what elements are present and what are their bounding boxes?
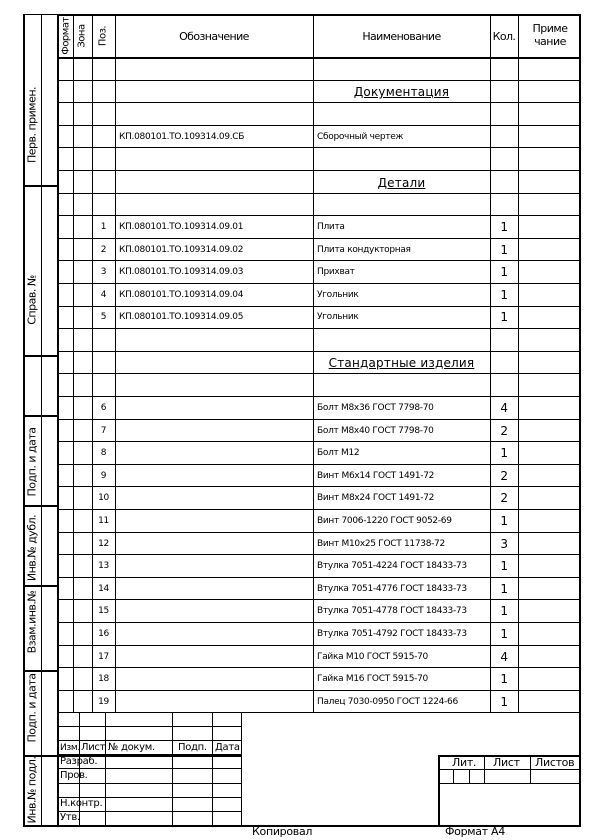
row-qty: 1 <box>500 514 508 528</box>
grid-line <box>23 670 57 672</box>
doc-name: Сборочный чертеж <box>317 132 404 142</box>
row-designation: КП.080101.ТО.109314.09.04 <box>119 290 244 300</box>
grid-line <box>57 147 581 148</box>
row-qty: 2 <box>500 424 508 438</box>
side-label-reference-no: Справ. № <box>25 275 39 325</box>
row-qty: 1 <box>500 695 508 709</box>
grid-line <box>23 14 57 15</box>
header-pos: Поз. <box>97 25 109 47</box>
row-qty: 1 <box>500 446 508 460</box>
row-qty: 1 <box>500 220 508 234</box>
grid-line <box>57 554 581 555</box>
row-name: Болт М8х40 ГОСТ 7798-70 <box>317 426 434 436</box>
grid-line <box>57 238 581 239</box>
grid-line <box>41 14 42 826</box>
row-pos: 19 <box>98 697 109 707</box>
row-name: Винт 7006-1220 ГОСТ 9052-69 <box>317 516 452 526</box>
tb-developed: Разраб. <box>60 756 98 767</box>
side-label-sign-date-2: Подп. и дата <box>25 673 39 743</box>
row-qty: 1 <box>500 265 508 279</box>
row-name: Угольник <box>317 290 359 300</box>
row-designation: КП.080101.ТО.109314.09.03 <box>119 267 244 277</box>
row-name: Палец 7030-0950 ГОСТ 1224-66 <box>317 697 458 707</box>
row-pos: 10 <box>98 493 109 503</box>
header-note: Приме чание <box>532 22 568 48</box>
row-qty: 4 <box>500 401 508 415</box>
grid-line <box>115 14 116 712</box>
grid-line <box>57 645 581 646</box>
grid-line <box>57 373 581 374</box>
grid-line <box>57 260 581 261</box>
grid-line <box>57 577 581 578</box>
row-name: Втулка 7051-4792 ГОСТ 18433-73 <box>317 629 467 639</box>
row-name: Гайка М16 ГОСТ 5915-70 <box>317 674 428 684</box>
row-designation: КП.080101.ТО.109314.09.02 <box>119 245 244 255</box>
grid-line <box>57 351 581 352</box>
row-name: Втулка 7051-4778 ГОСТ 18433-73 <box>317 606 467 616</box>
grid-line <box>518 14 519 712</box>
grid-line <box>73 14 74 712</box>
row-name: Гайка М10 ГОСТ 5915-70 <box>317 652 428 662</box>
section-documentation: Документация <box>353 85 450 99</box>
grid-line <box>57 215 581 216</box>
footer-copied: Копировал <box>252 825 313 838</box>
row-pos: 11 <box>98 516 109 526</box>
tb-lit: Лит. <box>452 756 477 769</box>
row-qty: 2 <box>500 491 508 505</box>
grid-line <box>57 57 581 59</box>
header-qty: Кол. <box>492 30 516 43</box>
grid-line <box>57 170 581 171</box>
row-pos: 17 <box>98 652 109 662</box>
grid-line <box>57 726 241 727</box>
grid-line <box>23 825 57 827</box>
row-name: Болт М8х36 ГОСТ 7798-70 <box>317 403 434 413</box>
grid-line <box>57 667 581 668</box>
grid-line <box>57 690 581 691</box>
grid-line <box>57 768 241 769</box>
grid-line <box>57 328 581 329</box>
row-qty: 1 <box>500 243 508 257</box>
grid-line <box>57 306 581 307</box>
grid-line <box>438 769 581 770</box>
row-pos: 5 <box>100 312 107 322</box>
row-qty: 1 <box>500 604 508 618</box>
row-name: Втулка 7051-4776 ГОСТ 18433-73 <box>317 584 467 594</box>
grid-line <box>241 712 242 826</box>
grid-line <box>57 783 241 784</box>
row-qty: 1 <box>500 559 508 573</box>
row-pos: 2 <box>100 245 107 255</box>
row-pos: 4 <box>100 290 107 300</box>
grid-line <box>57 283 581 284</box>
row-pos: 1 <box>100 222 107 232</box>
tb-approved: Утв. <box>60 812 80 823</box>
row-name: Угольник <box>317 312 359 322</box>
row-pos: 18 <box>98 674 109 684</box>
header-designation: Обозначение <box>179 30 249 43</box>
grid-line <box>57 464 581 465</box>
row-designation: КП.080101.ТО.109314.09.01 <box>119 222 244 232</box>
grid-line <box>57 419 581 420</box>
grid-line <box>57 740 241 741</box>
row-pos: 7 <box>100 426 107 436</box>
grid-line <box>23 355 57 357</box>
row-qty: 1 <box>500 627 508 641</box>
grid-line <box>57 80 581 81</box>
grid-line <box>530 755 531 783</box>
side-label-replace-inv: Взам.инв.№ <box>25 590 39 654</box>
grid-line <box>57 396 581 397</box>
header-format: Формат <box>60 17 72 55</box>
tb-list: Лист <box>81 742 106 753</box>
row-pos: 13 <box>98 561 109 571</box>
grid-line <box>57 532 581 533</box>
grid-line <box>57 509 581 510</box>
header-name: Наименование <box>362 30 441 43</box>
grid-line <box>57 125 581 126</box>
row-name: Плита <box>317 222 345 232</box>
header-zone: Зона <box>76 24 88 48</box>
row-designation: КП.080101.ТО.109314.09.05 <box>119 312 244 322</box>
tb-checked: Пров. <box>60 770 88 781</box>
side-label-first-use: Перв. примен. <box>25 86 39 164</box>
row-name: Винт М6х14 ГОСТ 1491-72 <box>317 471 435 481</box>
row-name: Прихват <box>317 267 355 277</box>
grid-line <box>57 825 241 826</box>
row-pos: 15 <box>98 606 109 616</box>
grid-line <box>469 769 470 783</box>
side-label-orig-inv: Инв.№ подл. <box>25 756 39 824</box>
grid-line <box>57 811 241 812</box>
grid-line <box>57 14 59 826</box>
grid-line <box>57 622 581 623</box>
grid-line <box>212 712 213 826</box>
grid-line <box>57 14 581 16</box>
row-name: Винт М10х25 ГОСТ 11738-72 <box>317 539 445 549</box>
grid-line <box>453 769 454 783</box>
grid-line <box>57 712 59 826</box>
footer-format: Формат А4 <box>445 825 505 838</box>
grid-line <box>23 185 57 187</box>
row-qty: 3 <box>500 537 508 551</box>
row-pos: 3 <box>100 267 107 277</box>
grid-line <box>172 712 173 826</box>
row-name: Болт М12 <box>317 448 360 458</box>
row-qty: 1 <box>500 310 508 324</box>
section-details: Детали <box>377 176 426 190</box>
row-pos: 16 <box>98 629 109 639</box>
row-pos: 14 <box>98 584 109 594</box>
grid-line <box>105 712 106 826</box>
row-pos: 8 <box>100 448 107 458</box>
row-qty: 1 <box>500 288 508 302</box>
doc-designation: КП.080101.ТО.109314.09.СБ <box>119 132 245 142</box>
row-pos: 12 <box>98 539 109 549</box>
grid-line <box>23 415 57 417</box>
grid-line <box>57 599 581 600</box>
grid-line <box>438 755 440 826</box>
grid-line <box>579 14 581 826</box>
row-qty: 4 <box>500 650 508 664</box>
row-pos: 6 <box>100 403 107 413</box>
row-name: Втулка 7051-4224 ГОСТ 18433-73 <box>317 561 467 571</box>
tb-norm-control: Н.контр. <box>60 798 103 809</box>
row-name: Винт М8х24 ГОСТ 1491-72 <box>317 493 435 503</box>
row-name: Плита кондукторная <box>317 245 411 255</box>
tb-sign: Подп. <box>178 742 207 753</box>
grid-line <box>57 102 581 103</box>
tb-izm: Изм. <box>60 743 80 753</box>
grid-line <box>57 441 581 442</box>
row-qty: 1 <box>500 582 508 596</box>
row-qty: 1 <box>500 672 508 686</box>
section-standard: Стандартные изделия <box>328 356 475 370</box>
row-pos: 9 <box>100 471 107 481</box>
row-qty: 2 <box>500 469 508 483</box>
grid-line <box>57 193 581 194</box>
tb-date: Дата <box>215 742 240 753</box>
grid-line <box>438 783 581 784</box>
grid-line <box>23 505 57 507</box>
side-label-sign-date-1: Подп. и дата <box>25 427 39 497</box>
tb-sheets: Листов <box>535 756 575 769</box>
tb-sheet: Лист <box>493 756 520 769</box>
grid-line <box>484 755 485 783</box>
grid-line <box>57 712 241 713</box>
side-label-dup-inv: Инв.№ дубл. <box>25 514 39 582</box>
grid-line <box>23 585 57 587</box>
grid-line <box>57 486 581 487</box>
tb-doc-no: № докум. <box>108 742 155 753</box>
